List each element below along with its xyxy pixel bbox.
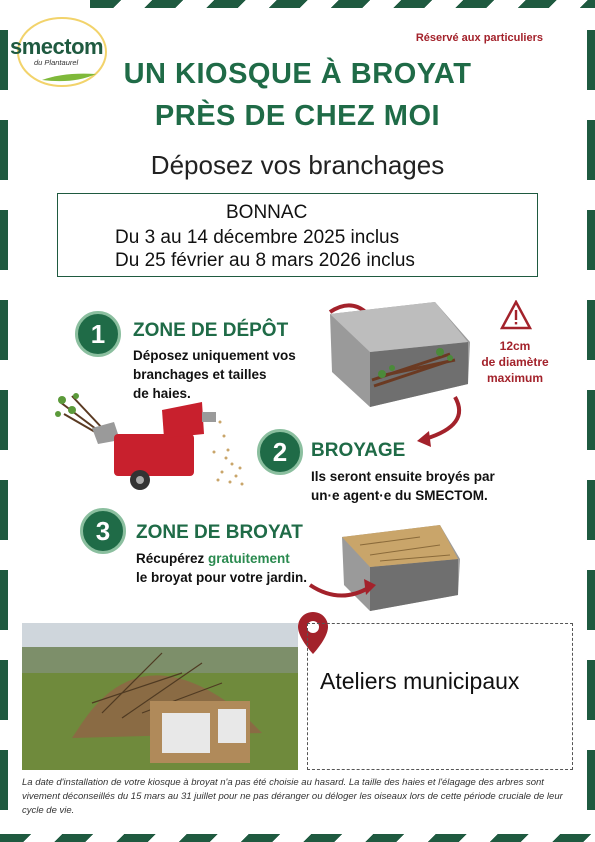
depot-bin-illustration — [300, 292, 480, 412]
page-subtitle: Déposez vos branchages — [150, 150, 445, 180]
bottom-border-stripe — [0, 834, 595, 842]
logo-subtitle: du Plantaurel — [34, 58, 79, 67]
warning-triangle-icon — [500, 300, 532, 330]
broyat-bin-illustration — [300, 515, 470, 615]
step-1-text: Déposez uniquement vos branchages et tailles de haies. — [133, 348, 296, 401]
top-border-stripe — [90, 0, 595, 8]
arrow-to-broyage — [415, 395, 475, 455]
page-title-line1: UN KIOSQUE À BROYAT — [123, 58, 472, 90]
step-2-badge: 2 — [257, 429, 303, 475]
logo-text: smectom — [10, 34, 104, 59]
step-3-badge: 3 — [80, 508, 126, 554]
diameter-warning: 12cm de diamètre maximum — [481, 339, 549, 385]
step-2-text: Ils seront ensuite broyés par un·e agent·e du SMECTOM. — [311, 469, 495, 503]
place-name: BONNAC — [226, 202, 308, 223]
kiosk-photo — [22, 623, 298, 770]
page-title-line2: PRÈS DE CHEZ MOI — [154, 100, 441, 132]
location-name: Ateliers municipaux — [320, 668, 520, 694]
dates-box — [57, 193, 538, 277]
date-range-1: Du 3 au 14 décembre 2025 inclus — [115, 227, 400, 248]
right-border-stripe — [587, 30, 595, 810]
left-border-stripe — [0, 30, 8, 810]
reserved-label: Réservé aux particuliers — [415, 32, 543, 44]
footer-note: La date d'installation de votre kiosque à broyat n'a pas été choisie au hasard. La taille des haies et l'élagage des arbres sont vivement déconseillés du 15 mars au 31 juillet pour ne pas déranger ou déloger les oiseaux lors de cette période cruciale de leur cycle de vie. — [22, 777, 563, 816]
step-3-title: ZONE DE BROYAT — [136, 522, 303, 543]
shredder-illustration — [52, 392, 252, 492]
kiosk-photo-image — [22, 623, 298, 770]
date-range-2: Du 25 février au 8 mars 2026 inclus — [115, 250, 415, 271]
step-3-text: Récupérez gratuitement le broyat pour votre jardin. — [136, 551, 308, 585]
step-1-badge: 1 — [75, 311, 121, 357]
step-1-title: ZONE DE DÉPÔT — [133, 320, 289, 341]
step-2-title: BROYAGE — [311, 440, 406, 461]
location-box — [307, 623, 573, 770]
